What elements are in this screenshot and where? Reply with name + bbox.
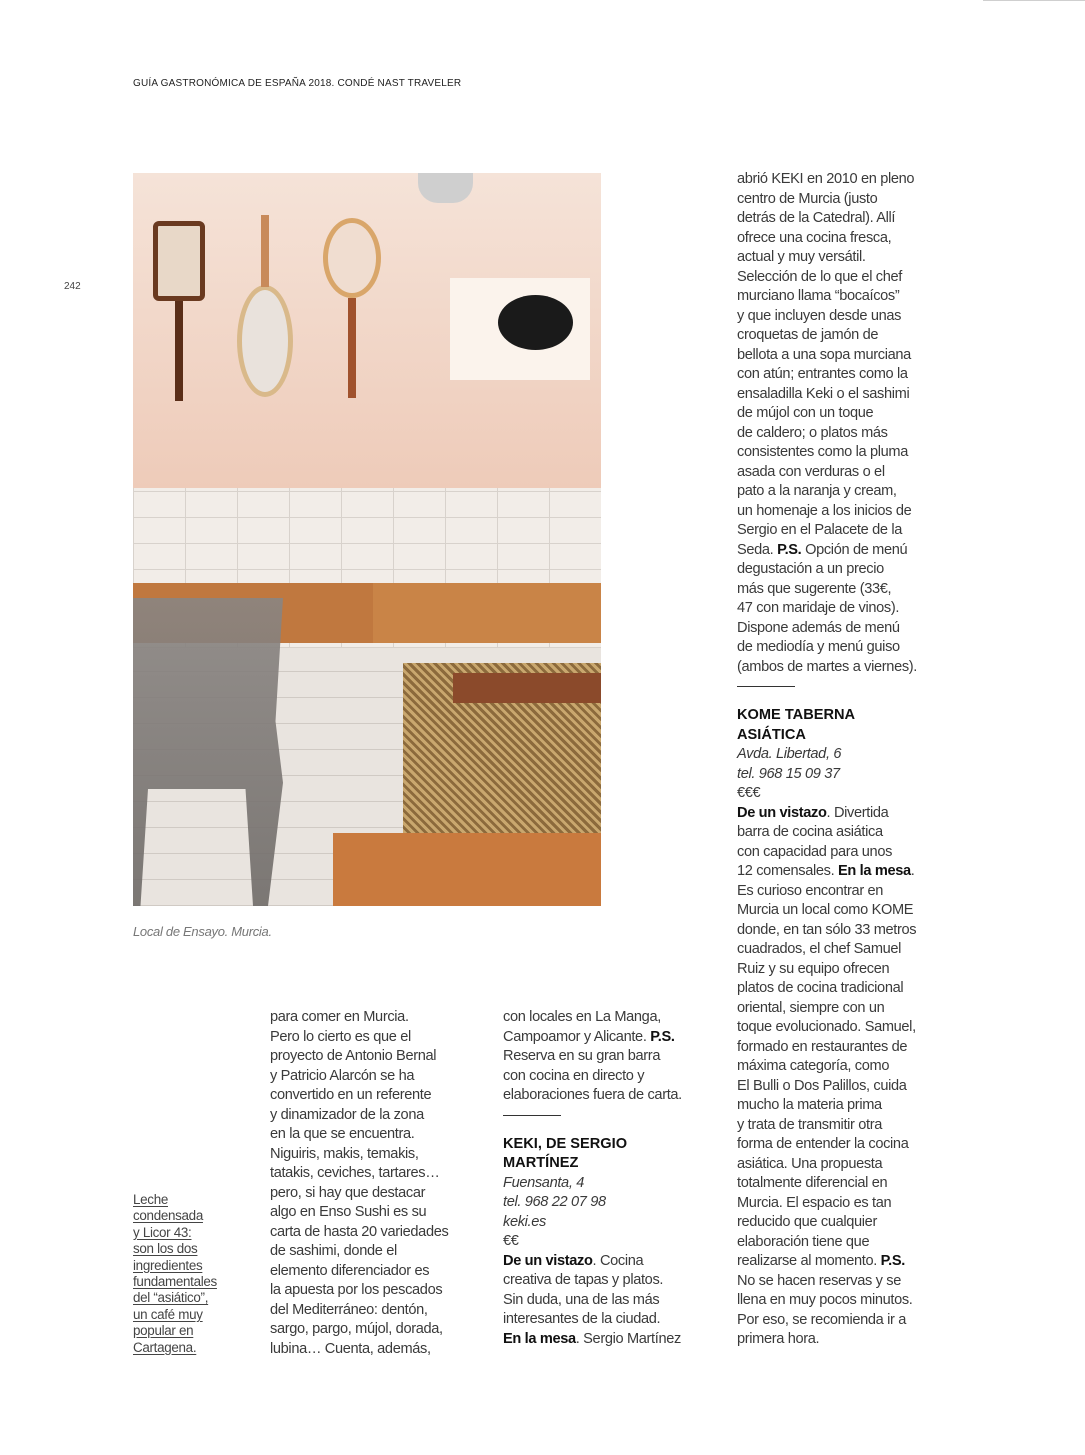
- text-line: [737, 404, 917, 424]
- text-line: [503, 1213, 682, 1233]
- text-segment: Seda.: [737, 541, 778, 558]
- text-segment: reducido que cualquier: [737, 1214, 877, 1230]
- text-segment: platos de cocina tradicional: [737, 980, 904, 996]
- text-segment: murciano llama “bocaícos”: [737, 288, 900, 304]
- text-line: [270, 1086, 448, 1106]
- text-segment: Sergio en el Palacete de la: [737, 522, 902, 538]
- text-line: [270, 1008, 448, 1028]
- text-segment: donde, en tan sólo 33 metros: [737, 921, 917, 938]
- text-line: [737, 521, 917, 541]
- running-head: GUÍA GASTRONÓMICA DE ESPAÑA 2018. CONDÉ NAST TRAVELER: [133, 78, 462, 89]
- text-line: [737, 287, 917, 307]
- sidebar-line: Cartagena.: [133, 1339, 197, 1355]
- text-line: [737, 1330, 917, 1350]
- text-segment: del Mediterráneo: dentón,: [270, 1301, 428, 1318]
- bold-label: En la mesa: [503, 1330, 576, 1347]
- text-segment: llena en muy pocos minutos.: [737, 1292, 913, 1308]
- text-segment: interesantes de la ciudad.: [503, 1311, 661, 1327]
- text-segment: convertido en un referente: [270, 1087, 432, 1103]
- text-line: [737, 599, 917, 619]
- text-line: [270, 1145, 448, 1165]
- text-line: [503, 1135, 682, 1155]
- table-front: [333, 833, 601, 906]
- text-segment: . Sergio Martínez: [575, 1330, 681, 1347]
- text-segment: de mediodía y menú guiso: [737, 639, 900, 655]
- text-segment: Es curioso encontrar en: [737, 882, 884, 899]
- sidebar-line: del “asiático”,: [133, 1290, 209, 1306]
- text-segment: asiática. Una propuesta: [737, 1155, 883, 1172]
- text-line: [737, 248, 917, 268]
- contact-info: keki.es: [503, 1213, 546, 1230]
- racket-2: [323, 218, 381, 298]
- text-segment: (ambos de martes a viernes).: [737, 658, 917, 675]
- text-line: [737, 170, 917, 190]
- text-line: [737, 745, 917, 765]
- text-line: [737, 784, 917, 804]
- text-line: [503, 1291, 682, 1311]
- text-segment: sargo, pargo, mújol, dorada,: [270, 1321, 443, 1337]
- text-segment: €€: [503, 1233, 519, 1249]
- text-line: [737, 580, 917, 600]
- restaurant-name: MARTÍNEZ: [503, 1155, 579, 1171]
- text-line: [737, 940, 917, 960]
- text-line: [737, 1174, 917, 1194]
- text-line: [270, 1340, 448, 1360]
- text-segment: toque evolucionado. Samuel,: [737, 1019, 916, 1035]
- bold-label: P.S.: [650, 1028, 675, 1045]
- text-segment: consistentes como la pluma: [737, 444, 908, 460]
- text-line: [737, 843, 917, 863]
- text-line: [270, 1164, 448, 1184]
- restaurant-name: KOME TABERNA: [737, 707, 856, 723]
- text-segment: proyecto de Antonio Bernal: [270, 1048, 437, 1064]
- restaurant-photo: [133, 173, 601, 906]
- sidebar-line: un café muy: [133, 1306, 203, 1322]
- text-line: [503, 1330, 682, 1350]
- text-segment: realizarse al momento.: [737, 1253, 881, 1269]
- text-segment: forma de entender la cocina: [737, 1136, 909, 1152]
- text-line: [270, 1106, 448, 1126]
- restaurant-name: KEKI, DE SERGIO: [503, 1135, 628, 1152]
- text-segment: 12 comensales.: [737, 863, 839, 879]
- chair-wood: [453, 673, 601, 703]
- text-segment: con atún; entrantes como la: [737, 366, 908, 382]
- text-line: [270, 1223, 448, 1243]
- text-line: [737, 1291, 917, 1311]
- text-line: [270, 1067, 448, 1087]
- sidebar-line: condensada: [133, 1208, 203, 1224]
- bold-label: De un vistazo: [503, 1252, 593, 1269]
- text-segment: abrió KEKI en 2010 en pleno: [737, 171, 915, 187]
- text-segment: oriental, siempre con un: [737, 999, 885, 1016]
- text-segment: €€€: [737, 785, 761, 801]
- text-line: [503, 1008, 682, 1028]
- text-line: [737, 1194, 917, 1214]
- text-line: [503, 1047, 682, 1067]
- text-line: [503, 1271, 682, 1291]
- text-segment: 47 con maridaje de vinos).: [737, 600, 900, 616]
- contact-info: tel. 968 22 07 98: [503, 1194, 606, 1210]
- text-line: [737, 365, 917, 385]
- text-segment: con locales en La Manga,: [503, 1009, 661, 1025]
- text-line: [270, 1184, 448, 1204]
- text-segment: con cocina en directo y: [503, 1067, 645, 1084]
- photo-caption: Local de Ensayo. Murcia.: [133, 924, 272, 939]
- text-segment: croquetas de jamón de: [737, 327, 879, 343]
- text-segment: cuadrados, el chef Samuel: [737, 941, 902, 957]
- text-line: [270, 1028, 448, 1048]
- text-line: [737, 560, 917, 580]
- text-line: [737, 823, 917, 843]
- text-segment: Selección de lo que el chef: [737, 268, 902, 285]
- text-line: [737, 638, 917, 658]
- sidebar-line: son los dos: [133, 1241, 198, 1257]
- sidebar-line: fundamentales: [133, 1274, 217, 1290]
- text-line: [503, 1154, 682, 1174]
- text-line: [737, 1038, 917, 1058]
- text-line: [270, 1281, 448, 1301]
- sidebar-note: [133, 1192, 217, 1356]
- article-column-right: [737, 170, 917, 1350]
- text-line: [737, 209, 917, 229]
- text-segment: elaboraciones fuera de carta.: [503, 1087, 682, 1103]
- sidebar-line: y Licor 43:: [133, 1224, 192, 1240]
- text-line: [737, 882, 917, 902]
- text-line: [737, 268, 917, 288]
- text-segment: . Divertida: [826, 804, 889, 821]
- article-column-enso: [270, 1008, 448, 1359]
- text-segment: barra de cocina asiática: [737, 824, 883, 840]
- text-line: [270, 1047, 448, 1067]
- text-segment: Sin duda, una de las más: [503, 1291, 660, 1308]
- sidebar-line: Leche: [133, 1192, 168, 1207]
- text-line: [503, 1252, 682, 1272]
- text-segment: No se hacen reservas y se: [737, 1272, 902, 1289]
- text-line: [737, 726, 917, 746]
- text-segment: Dispone además de menú: [737, 619, 900, 636]
- text-line: [737, 658, 917, 678]
- text-segment: Murcia un local como KOME: [737, 902, 914, 918]
- text-segment: máxima categoría, como: [737, 1058, 890, 1074]
- text-segment: . Cocina: [592, 1252, 644, 1269]
- text-line: [737, 190, 917, 210]
- text-segment: Por eso, se recomienda ir a: [737, 1311, 907, 1328]
- text-segment: ensaladilla Keki o el sashimi: [737, 385, 910, 402]
- text-segment: bellota a una sopa murciana: [737, 346, 911, 363]
- page-number: 242: [64, 281, 81, 292]
- text-line: [737, 1252, 917, 1272]
- text-segment: asada con verduras o el: [737, 463, 885, 480]
- text-line: [737, 1213, 917, 1233]
- text-line: [270, 1203, 448, 1223]
- text-segment: algo en Enso Sushi es su: [270, 1204, 427, 1220]
- text-line: [503, 1193, 682, 1213]
- text-segment: .: [910, 863, 915, 879]
- text-line: [737, 346, 917, 366]
- text-line: [737, 979, 917, 999]
- text-line: [737, 960, 917, 980]
- text-segment: lubina… Cuenta, además,: [270, 1340, 431, 1357]
- text-segment: pero, si hay que destacar: [270, 1184, 426, 1201]
- text-segment: primera hora.: [737, 1331, 820, 1347]
- text-segment: para comer en Murcia.: [270, 1009, 409, 1025]
- text-segment: actual y muy versátil.: [737, 249, 866, 265]
- text-line: [737, 901, 917, 921]
- text-line: [737, 619, 917, 639]
- text-segment: ofrece una cocina fresca,: [737, 229, 892, 246]
- contact-info: Avda. Libertad, 6: [737, 746, 842, 762]
- page-corner-rule: [983, 0, 1085, 1]
- text-line: [737, 765, 917, 785]
- text-segment: con capacidad para unos: [737, 843, 893, 860]
- text-line: [737, 1077, 917, 1097]
- text-line: [737, 706, 917, 726]
- text-segment: de mújol con un toque: [737, 405, 874, 421]
- text-segment: y trata de transmitir otra: [737, 1116, 882, 1133]
- section-divider: [503, 1115, 561, 1116]
- text-line: [270, 1125, 448, 1145]
- text-line: [270, 1301, 448, 1321]
- text-segment: Reserva en su gran barra: [503, 1048, 661, 1064]
- bold-label: En la mesa: [838, 863, 911, 879]
- bold-label: P.S.: [880, 1253, 905, 1269]
- text-line: [737, 1018, 917, 1038]
- text-segment: Opción de menú: [801, 541, 908, 558]
- sidebar-line: popular en: [133, 1323, 194, 1339]
- article-column-keki: [503, 1008, 682, 1349]
- text-segment: de caldero; o platos más: [737, 424, 888, 441]
- text-line: [737, 1311, 917, 1331]
- text-line: [737, 385, 917, 405]
- text-segment: elemento diferenciador es: [270, 1262, 430, 1279]
- racket-1: [153, 221, 205, 301]
- text-segment: en la que se encuentra.: [270, 1126, 415, 1142]
- text-segment: centro de Murcia (justo: [737, 190, 878, 207]
- text-segment: y que incluyen desde unas: [737, 307, 902, 324]
- text-line: [737, 326, 917, 346]
- text-segment: degustación a un precio: [737, 561, 884, 577]
- text-line: [737, 921, 917, 941]
- text-line: [503, 1086, 682, 1106]
- text-line: [270, 1262, 448, 1282]
- table-2: [373, 583, 601, 643]
- text-line: [737, 424, 917, 444]
- text-segment: Ruiz y su equipo ofrecen: [737, 960, 890, 977]
- text-segment: Campoamor y Alicante.: [503, 1028, 651, 1045]
- text-line: [737, 541, 917, 561]
- text-segment: mucho la materia prima: [737, 1097, 882, 1113]
- text-line: [503, 1067, 682, 1087]
- text-line: [737, 502, 917, 522]
- text-line: [503, 1174, 682, 1194]
- text-segment: la apuesta por los pescados: [270, 1282, 443, 1298]
- text-line: [737, 1155, 917, 1175]
- text-line: [737, 1233, 917, 1253]
- text-line: [503, 1232, 682, 1252]
- text-segment: más que sugerente (33€,: [737, 580, 892, 597]
- text-line: [737, 804, 917, 824]
- text-line: [737, 443, 917, 463]
- racket-mirror: [237, 285, 293, 397]
- text-segment: detrás de la Catedral). Allí: [737, 210, 896, 226]
- bold-label: P.S.: [777, 541, 802, 558]
- bold-label: De un vistazo: [737, 804, 827, 821]
- text-segment: totalmente diferencial en: [737, 1175, 888, 1191]
- text-segment: Niguiris, makis, temakis,: [270, 1145, 419, 1162]
- section-divider: [737, 686, 795, 687]
- text-segment: creativa de tapas y platos.: [503, 1272, 664, 1288]
- deer-head-sculpture: [418, 173, 473, 203]
- text-segment: pato a la naranja y cream,: [737, 483, 897, 499]
- text-line: [270, 1242, 448, 1262]
- text-segment: carta de hasta 20 variedades: [270, 1223, 449, 1240]
- sidebar-line: ingredientes: [133, 1257, 203, 1273]
- text-segment: y Patricio Alarcón se ha: [270, 1067, 415, 1084]
- text-line: [737, 999, 917, 1019]
- text-line: [737, 307, 917, 327]
- text-line: [737, 1096, 917, 1116]
- text-line: [737, 463, 917, 483]
- restaurant-name: ASIÁTICA: [737, 726, 806, 743]
- text-line: [737, 229, 917, 249]
- text-segment: de sashimi, donde el: [270, 1243, 397, 1259]
- text-segment: elaboración tiene que: [737, 1233, 870, 1250]
- text-line: [737, 1135, 917, 1155]
- text-line: [737, 862, 917, 882]
- contact-info: Fuensanta, 4: [503, 1174, 584, 1191]
- text-segment: tatakis, ceviches, tartares…: [270, 1165, 440, 1181]
- text-segment: Murcia. El espacio es tan: [737, 1194, 892, 1211]
- text-line: [737, 482, 917, 502]
- text-line: [503, 1028, 682, 1048]
- text-line: [503, 1310, 682, 1330]
- text-line: [737, 1272, 917, 1292]
- text-line: [737, 1057, 917, 1077]
- text-segment: El Bulli o Dos Palillos, cuida: [737, 1077, 907, 1094]
- text-segment: Pero lo cierto es que el: [270, 1028, 411, 1045]
- contact-info: tel. 968 15 09 37: [737, 765, 840, 782]
- text-segment: y dinamizador de la zona: [270, 1106, 424, 1123]
- text-line: [270, 1320, 448, 1340]
- text-segment: formado en restaurantes de: [737, 1038, 908, 1055]
- text-line: [737, 1116, 917, 1136]
- text-segment: un homenaje a los inicios de: [737, 502, 912, 519]
